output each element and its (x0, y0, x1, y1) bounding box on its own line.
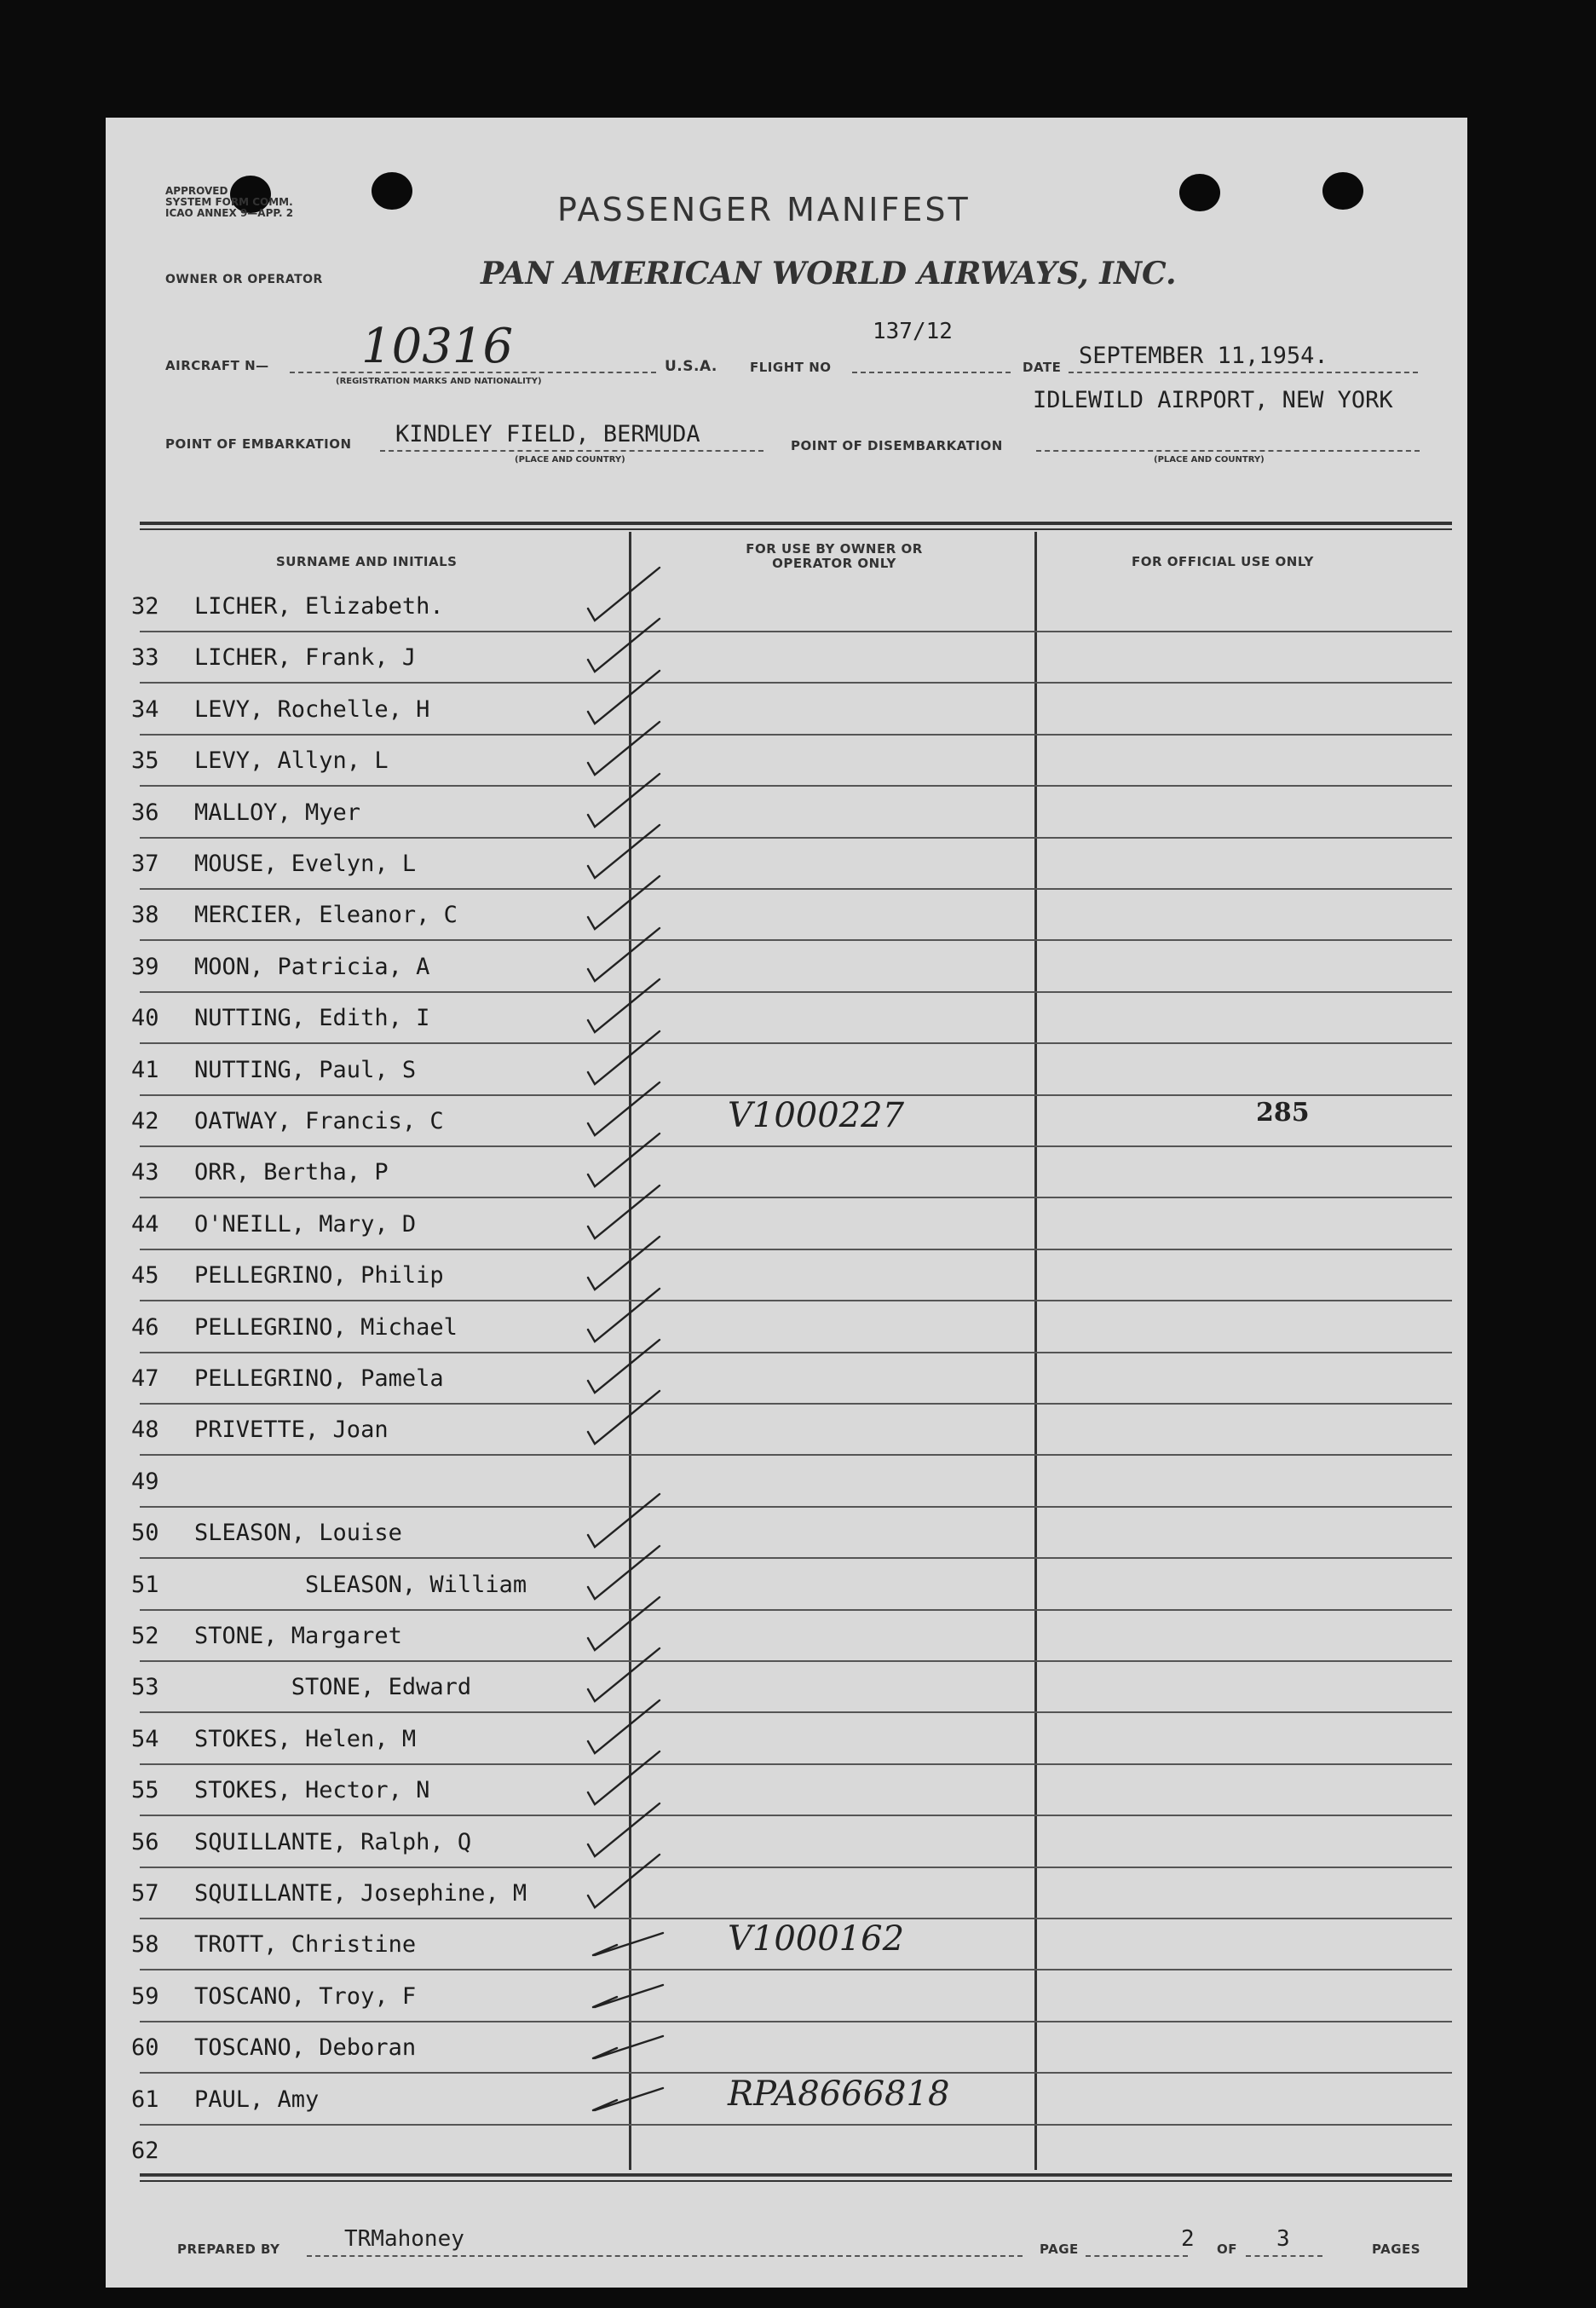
passenger-name: MOUSE, Evelyn, L (194, 851, 417, 877)
table-row (106, 1306, 1467, 1357)
row-rule (140, 734, 1452, 736)
embark-value: KINDLEY FIELD, BERMUDA (395, 421, 700, 447)
row-rule (140, 939, 1452, 941)
disembark-label: POINT OF DISEMBARKATION (791, 438, 1003, 453)
row-rule (140, 1763, 1452, 1765)
manifest-sheet (106, 118, 1467, 2288)
table-row (106, 1511, 1467, 1562)
embark-underline (380, 450, 763, 452)
row-number: 42 (131, 1108, 159, 1134)
operator-note: V1000162 (728, 1919, 905, 1959)
table-row (106, 1665, 1467, 1717)
usa-label: U.S.A. (665, 358, 717, 375)
table-row (106, 688, 1467, 739)
row-number: 54 (131, 1725, 159, 1752)
table-bottom-rule (140, 2173, 1452, 2176)
registration-caption: (REGISTRATION MARKS AND NATIONALITY) (336, 377, 542, 386)
row-number: 45 (131, 1262, 159, 1290)
passenger-name: SLEASON, Louise (194, 1520, 402, 1547)
embark-label: POINT OF EMBARKATION (165, 436, 352, 452)
table-row (106, 1254, 1467, 1305)
passenger-name: STOKES, Hector, N (194, 1777, 430, 1804)
aircraft-number: 10316 (361, 319, 514, 374)
row-number: 58 (131, 1931, 159, 1959)
table-row (106, 1096, 1467, 1151)
table-row (106, 1048, 1467, 1099)
table-row (106, 1872, 1467, 1923)
approval-line: SYSTEM FORM COMM. (165, 196, 293, 208)
operator-note: V1000227 (728, 1096, 905, 1135)
row-number: 46 (131, 1313, 159, 1341)
pages-label: PAGES (1372, 2242, 1421, 2257)
table-row (106, 842, 1467, 893)
table-row (106, 1820, 1467, 1872)
passenger-name: MALLOY, Myer (194, 799, 361, 826)
punch-hole (1322, 172, 1363, 210)
passenger-name: TOSCANO, Deboran (194, 2034, 417, 2062)
row-number: 35 (131, 747, 159, 775)
row-number: 32 (131, 593, 159, 620)
aircraft-underline (290, 372, 656, 373)
table-row (106, 1563, 1467, 1614)
table-top-rule (140, 522, 1452, 525)
table-row (106, 1408, 1467, 1459)
operator-name: PAN AMERICAN WORLD AIRWAYS, INC. (481, 256, 1177, 291)
passenger-name: SLEASON, William (194, 1571, 527, 1598)
passenger-name: PELLEGRINO, Pamela (194, 1365, 444, 1392)
passenger-name: ORR, Bertha, P (194, 1159, 389, 1186)
prepared-by: TRMahoney (344, 2226, 464, 2252)
row-rule (140, 888, 1452, 890)
row-rule (140, 837, 1452, 839)
col-header-official: FOR OFFICIAL USE ONLY (1132, 554, 1314, 569)
row-rule (140, 1711, 1452, 1713)
row-number: 41 (131, 1056, 159, 1083)
table-row (106, 1614, 1467, 1665)
row-number: 53 (131, 1674, 159, 1701)
row-number: 50 (131, 1520, 159, 1547)
passenger-name: PRIVETTE, Joan (194, 1417, 389, 1444)
row-number: 37 (131, 851, 159, 877)
row-rule (140, 1867, 1452, 1868)
passenger-name: STONE, Edward (194, 1674, 472, 1701)
row-number: 38 (131, 902, 159, 929)
row-rule (140, 1609, 1452, 1611)
row-number: 39 (131, 953, 159, 980)
passenger-name: TROTT, Christine (194, 1931, 417, 1959)
passenger-name: O'NEILL, Mary, D (194, 1210, 417, 1238)
table-top-rule (140, 528, 1452, 530)
row-number: 57 (131, 1880, 159, 1907)
passenger-name: STOKES, Helen, M (194, 1725, 417, 1752)
prepared-label: PREPARED BY (177, 2242, 280, 2257)
row-number: 33 (131, 644, 159, 672)
row-rule (140, 1557, 1452, 1559)
row-rule (140, 631, 1452, 632)
aircraft-label: AIRCRAFT N— (165, 358, 269, 373)
disembark-value: IDLEWILD AIRPORT, NEW YORK (1033, 387, 1393, 413)
embark-caption: (PLACE AND COUNTRY) (515, 455, 625, 464)
row-number: 55 (131, 1777, 159, 1804)
table-row (106, 996, 1467, 1047)
row-rule (140, 1249, 1452, 1250)
approval-note (165, 186, 293, 219)
row-rule (140, 1042, 1452, 1044)
row-rule (140, 1403, 1452, 1405)
row-rule (140, 1300, 1452, 1301)
table-row (106, 2074, 1467, 2129)
approval-line: ICAO ANNEX 9—APP. 2 (165, 207, 294, 219)
flight-label: FLIGHT NO (750, 360, 832, 375)
table-row (106, 791, 1467, 842)
table-row (106, 1919, 1467, 1974)
passenger-name: LICHER, Elizabeth. (194, 593, 444, 620)
col-header-owner: FOR USE BY OWNER OR OPERATOR ONLY (746, 541, 923, 571)
row-number: 40 (131, 1005, 159, 1032)
pages-underline (1246, 2255, 1322, 2257)
passenger-name: MOON, Patricia, A (194, 953, 430, 980)
page-title: PASSENGER MANIFEST (557, 191, 971, 228)
table-bottom-rule (140, 2180, 1452, 2182)
table-row (106, 2129, 1467, 2180)
table-row (106, 1717, 1467, 1769)
row-rule (140, 2021, 1452, 2022)
passenger-name: SQUILLANTE, Ralph, Q (194, 1828, 472, 1855)
disembark-caption: (PLACE AND COUNTRY) (1154, 455, 1265, 464)
passenger-name: NUTTING, Paul, S (194, 1056, 417, 1083)
table-row (106, 2026, 1467, 2077)
row-rule (140, 1352, 1452, 1353)
row-rule (140, 682, 1452, 684)
row-number: 48 (131, 1417, 159, 1444)
passenger-name: LICHER, Frank, J (194, 644, 417, 672)
passenger-name: TOSCANO, Troy, F (194, 1982, 417, 2010)
table-row (106, 1203, 1467, 1254)
total-pages: 3 (1276, 2226, 1290, 2252)
row-number: 60 (131, 2034, 159, 2062)
row-number: 62 (131, 2138, 159, 2164)
passenger-name: STONE, Margaret (194, 1623, 402, 1649)
row-number: 61 (131, 2086, 159, 2113)
row-rule (140, 1506, 1452, 1508)
check-mark-icon (583, 2047, 668, 2124)
table-row (106, 1975, 1467, 2026)
approval-line: APPROVED (165, 185, 228, 197)
table-row (106, 1769, 1467, 1820)
row-number: 34 (131, 695, 159, 723)
row-rule (140, 2124, 1452, 2126)
passenger-name: SQUILLANTE, Josephine, M (194, 1880, 527, 1907)
punch-hole (372, 172, 412, 210)
date-label: DATE (1023, 360, 1062, 375)
row-number: 49 (131, 1468, 159, 1495)
date-underline (1069, 372, 1418, 373)
row-rule (140, 1969, 1452, 1970)
punch-hole (1179, 174, 1220, 211)
row-rule (140, 991, 1452, 993)
table-row (106, 945, 1467, 996)
prepared-underline (307, 2255, 1023, 2257)
passenger-name: MERCIER, Eleanor, C (194, 902, 458, 929)
passenger-name: NUTTING, Edith, I (194, 1005, 430, 1032)
row-rule (140, 1660, 1452, 1662)
passenger-name: PELLEGRINO, Michael (194, 1313, 458, 1341)
row-number: 36 (131, 799, 159, 826)
table-row (106, 636, 1467, 687)
of-label: OF (1217, 2242, 1237, 2257)
row-number: 59 (131, 1982, 159, 2010)
page-underline (1086, 2255, 1188, 2257)
row-rule (140, 785, 1452, 787)
flight-underline (852, 372, 1011, 373)
page-number: 2 (1181, 2226, 1195, 2252)
row-rule (140, 1145, 1452, 1147)
check-mark-icon (583, 1377, 668, 1454)
operator-note: RPA8666818 (728, 2074, 950, 2114)
row-number: 47 (131, 1365, 159, 1392)
row-rule (140, 1197, 1452, 1198)
table-row (106, 585, 1467, 636)
row-number: 43 (131, 1159, 159, 1186)
passenger-name: OATWAY, Francis, C (194, 1108, 444, 1134)
passenger-name: LEVY, Rochelle, H (194, 695, 430, 723)
passenger-name: PELLEGRINO, Philip (194, 1262, 444, 1290)
row-number: 56 (131, 1828, 159, 1855)
flight-date: SEPTEMBER 11,1954. (1079, 343, 1328, 369)
table-row (106, 1460, 1467, 1511)
flight-number: 137/12 (873, 319, 953, 344)
table-row (106, 739, 1467, 790)
page-label: PAGE (1040, 2242, 1079, 2257)
table-row (106, 1151, 1467, 1202)
owner-label: OWNER OR OPERATOR (165, 273, 323, 286)
row-number: 52 (131, 1623, 159, 1649)
row-rule (140, 1815, 1452, 1816)
official-note: 285 (1256, 1098, 1310, 1128)
passenger-name: PAUL, Amy (194, 2086, 320, 2113)
row-number: 44 (131, 1210, 159, 1238)
row-rule (140, 1454, 1452, 1456)
table-row (106, 1357, 1467, 1408)
col-header-surname: SURNAME AND INITIALS (276, 554, 458, 569)
passenger-name: LEVY, Allyn, L (194, 747, 389, 775)
table-row (106, 893, 1467, 944)
row-number: 51 (131, 1571, 159, 1598)
disembark-underline (1036, 450, 1420, 452)
